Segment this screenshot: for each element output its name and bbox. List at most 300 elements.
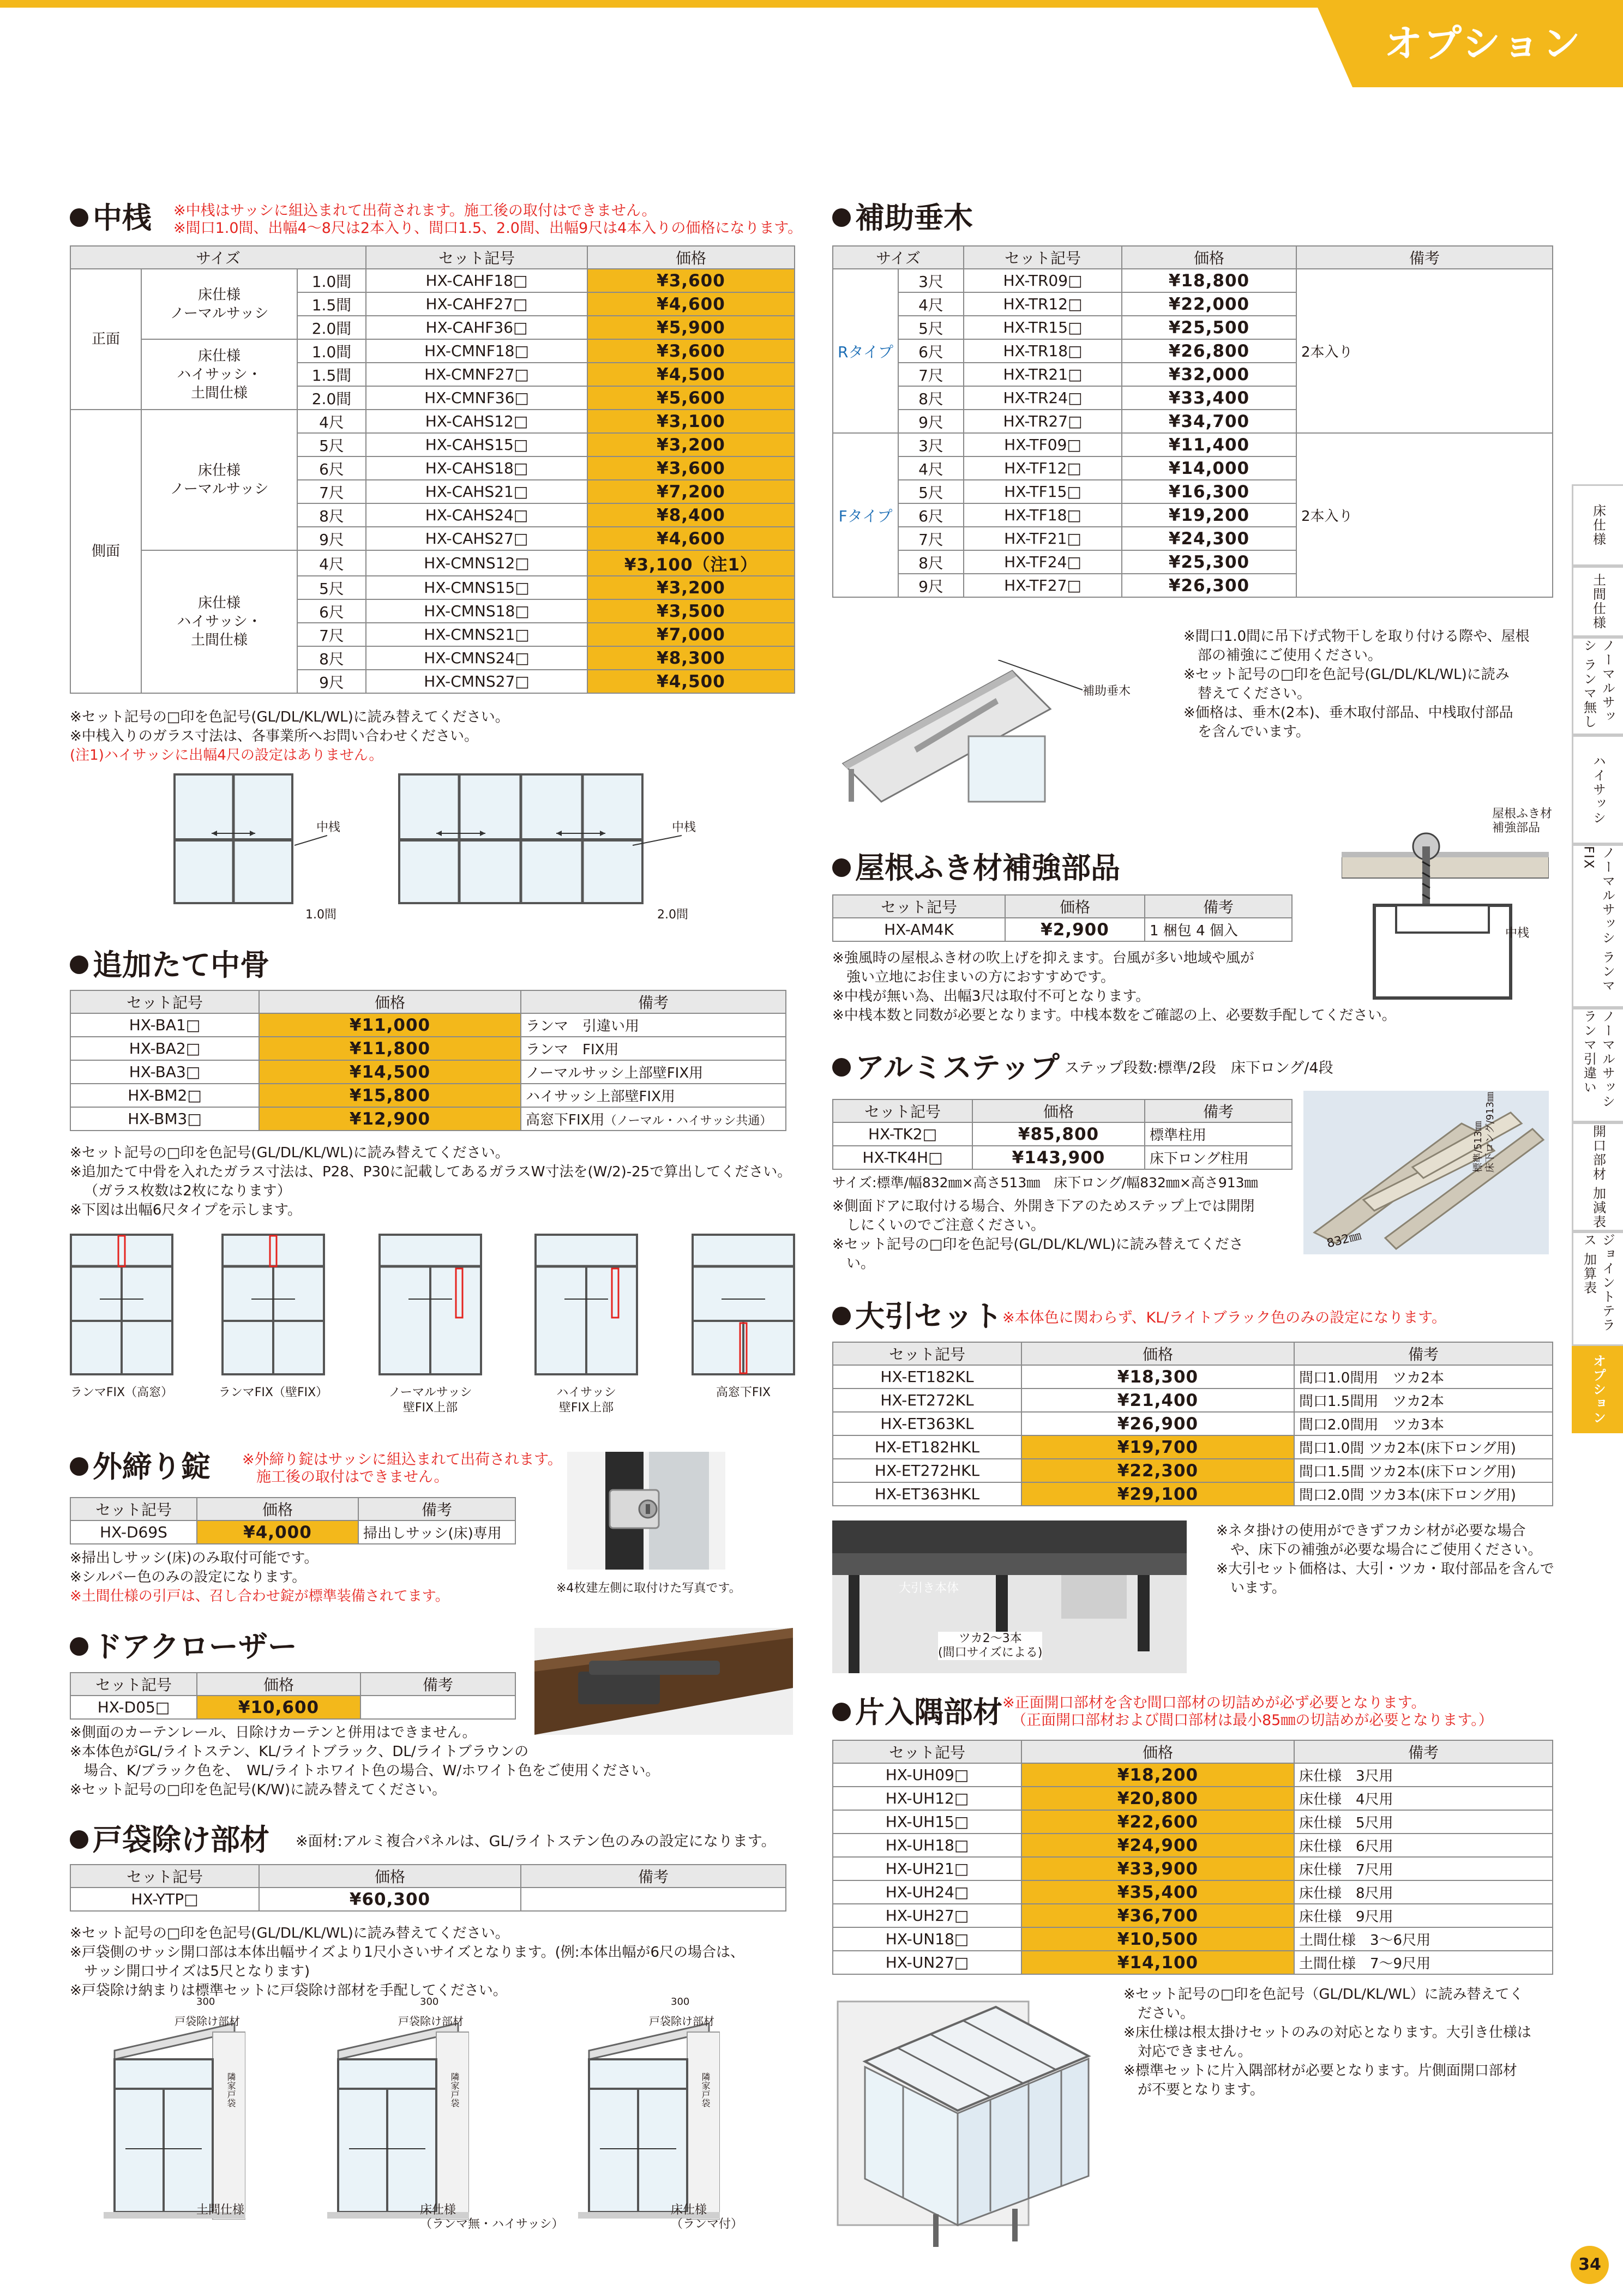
obiki-title: 大引セット	[832, 1300, 1002, 1333]
table-row	[70, 1520, 515, 1544]
col-header-code: セット記号	[70, 990, 259, 1013]
price-cell	[587, 527, 795, 550]
code-cell: HX-TF18□	[964, 503, 1122, 527]
table-row	[833, 1787, 1553, 1810]
code-cell: HX-CMNS15□	[366, 576, 587, 599]
obiki-red-note: ※本体色に関わらず、KL/ライトブラック色のみの設定になります。	[1002, 1309, 1446, 1326]
price-cell	[587, 292, 795, 316]
table-row	[70, 1107, 786, 1131]
col-header-price: 価格	[259, 990, 521, 1013]
note-line: を含んでいます。	[1198, 724, 1310, 740]
side-tab-label: ノーマルサッシ ランマ無し	[1581, 639, 1615, 729]
sotojime-red-note-2: 施工後の取付はできません。	[256, 1469, 449, 1486]
code-cell: HX-TF12□	[964, 456, 1122, 480]
tobukuro-table	[70, 1864, 786, 1912]
alumi-step-photo	[1303, 1091, 1549, 1254]
remark-cell: 間口1.5間 ツカ2本(床下ロング用)	[1294, 1459, 1553, 1482]
price-cell: ¥15,800	[259, 1084, 521, 1107]
side-tab-0	[1572, 484, 1623, 566]
katairi-title: 片入隅部材	[832, 1696, 1002, 1729]
katairi-red-note-1: ※正面開口部材を含む間口部材の切詰めが必ず必要となります。	[1002, 1694, 1426, 1711]
note-line: ※中桟本数と同数が必要となります。中桟本数をご確認の上、必要数手配してください。	[832, 1007, 1396, 1024]
bullet-icon	[70, 208, 88, 227]
price-cell	[587, 576, 795, 599]
side-tab-label: 開口部材 加減表	[1590, 1125, 1606, 1229]
price-cell: ¥22,600	[1021, 1810, 1294, 1834]
yane-figure-label-2: 中桟	[1505, 927, 1530, 940]
taruki-figure	[832, 627, 1056, 807]
code-cell: HX-CMNS24□	[366, 646, 587, 670]
col-header-code: セット記号	[366, 246, 587, 269]
price-cell: ¥60,300	[259, 1888, 521, 1911]
size-cell: 9尺	[297, 527, 366, 550]
price-cell: ¥29,100	[1021, 1482, 1294, 1506]
code-cell: HX-BA2□	[70, 1037, 259, 1060]
remark-small: （ノーマル・ハイサッシ共通）	[604, 1114, 772, 1128]
alumi-step-side-note: ステップ段数:標準/2段 床下ロング/4段	[1065, 1060, 1333, 1077]
size-cell: 5尺	[898, 480, 964, 503]
price-cell: ¥26,300	[1122, 574, 1296, 597]
code-cell: HX-CMNF27□	[366, 363, 587, 386]
remark-cell	[521, 1084, 786, 1107]
obiki-photo-label-2: ツカ2～3本 (間口サイズによる)	[938, 1632, 1043, 1660]
col-header-price: 価格	[197, 1498, 358, 1520]
tobukuro-figure-label-0: 戸袋除け部材	[175, 2015, 240, 2028]
code-cell: HX-UN27□	[833, 1951, 1021, 1974]
col-header-code: セット記号	[70, 1673, 197, 1696]
col-header-remark: 備考	[1145, 895, 1292, 918]
sotojime-red-note-1: ※外締り錠はサッシに組込まれて出荷されます。	[242, 1451, 562, 1468]
nakasan-table	[70, 245, 795, 694]
col-header-price: 価格	[1122, 246, 1296, 269]
tsuika-figure-0	[70, 1234, 173, 1375]
table-row	[833, 918, 1292, 941]
alumi-step-notes	[832, 1197, 1255, 1273]
code-cell: HX-CAHS12□	[366, 410, 587, 433]
tsuika-figure-caption-4: 高窓下FIX	[716, 1386, 771, 1399]
tobukuro-title: 戸袋除け部材	[70, 1824, 269, 1856]
remark-cell	[521, 1060, 786, 1084]
col-header-remark: 備考	[1294, 1740, 1553, 1763]
code-cell: HX-ET272HKL	[833, 1459, 1021, 1482]
price-value: ¥3,500	[657, 601, 725, 621]
col-header-size: サイズ	[70, 246, 366, 269]
nakasan-red-note-1: ※中桟はサッシに組込まれて出荷されます。施工後の取付はできません。	[173, 202, 657, 219]
table-row	[833, 269, 1553, 292]
spec-cell: 床仕様 ノーマルサッシ	[141, 269, 297, 339]
table-row	[70, 410, 795, 433]
code-cell: HX-CAHS27□	[366, 527, 587, 550]
price-cell: ¥22,000	[1122, 292, 1296, 316]
side-tab-label: ハイサッシ	[1590, 754, 1606, 825]
size-cell: 8尺	[297, 646, 366, 670]
price-cell: ¥19,200	[1122, 503, 1296, 527]
price-value: ¥3,600	[657, 271, 725, 291]
page-title: オプション	[1384, 21, 1583, 66]
leader-line	[998, 660, 1085, 693]
table-row	[70, 1888, 786, 1911]
code-cell: HX-CMNS27□	[366, 670, 587, 693]
price-value: ¥8,400	[657, 505, 725, 525]
type-cell: Rタイプ	[833, 269, 898, 433]
price-cell: ¥16,300	[1122, 480, 1296, 503]
price-value: ¥3,600	[657, 341, 725, 361]
price-cell: ¥24,900	[1021, 1834, 1294, 1857]
price-value: ¥3,600	[657, 458, 725, 478]
tobukuro-figure-2	[578, 2012, 720, 2220]
note-line: や、床下の補強が必要な場合にご使用ください。	[1230, 1542, 1542, 1558]
note-line: ※価格は、垂木(2本)、垂木取付部品、中桟取付部品	[1183, 705, 1513, 721]
bullet-icon	[70, 1637, 88, 1656]
remark-cell: 土間仕様 7～9尺用	[1294, 1951, 1553, 1974]
side-tab-label: ノーマルサッシ ランマFIX	[1581, 846, 1615, 993]
side-tab-6	[1572, 1122, 1623, 1231]
price-cell	[587, 456, 795, 480]
bullet-icon	[832, 1703, 851, 1721]
note-line: 部の補強にご使用ください。	[1198, 647, 1382, 664]
code-cell: HX-UN18□	[833, 1927, 1021, 1951]
size-cell: 1.5間	[297, 363, 366, 386]
note-line: ※間口1.0間に吊下げ式物干しを取り付ける際や、屋根	[1183, 628, 1530, 645]
size-cell: 4尺	[297, 410, 366, 433]
nakasan-red-note-2: ※間口1.0間、出幅4～8尺は2本入り、間口1.5、2.0間、出幅9尺は4本入りの価格になります。	[173, 220, 803, 237]
col-header-price: 価格	[259, 1865, 521, 1888]
table-row	[70, 1696, 515, 1719]
code-cell: HX-CAHF36□	[366, 316, 587, 339]
code-cell: HX-CMNS12□	[366, 550, 587, 576]
spec-cell: 床仕様 ハイサッシ・ 土間仕様	[141, 339, 297, 410]
code-cell: HX-TR18□	[964, 339, 1122, 363]
price-value: ¥3,100	[657, 411, 725, 431]
price-cell: ¥24,300	[1122, 527, 1296, 550]
code-cell: HX-BM3□	[70, 1107, 259, 1131]
note-line: ※戸袋除け納まりは標準セットに戸袋除け部材を手配してください。	[70, 1982, 507, 1999]
col-header-price: 価格	[197, 1673, 360, 1696]
spec-cell: 床仕様 ノーマルサッシ	[141, 410, 297, 550]
price-cell: ¥11,400	[1122, 433, 1296, 456]
obiki-photo-label-1: 大引き本体	[899, 1582, 959, 1595]
price-cell: ¥85,800	[972, 1122, 1145, 1146]
size-cell: 7尺	[297, 623, 366, 646]
code-cell: HX-YTP□	[70, 1888, 259, 1911]
tsuika-figure-1	[221, 1234, 325, 1375]
code-cell: HX-TK4H□	[833, 1146, 972, 1169]
tsuika-table	[70, 990, 786, 1131]
code-cell: HX-CMNS18□	[366, 599, 587, 623]
table-row	[833, 1927, 1553, 1951]
nakasan-figure-caption-2: 2.0間	[657, 908, 688, 922]
note-line: ※セット記号の□印を色記号(GL/DL/KL/WL)に読み替えてください。	[70, 1925, 509, 1942]
note-line: ※セット記号の□印を色記号(GL/DL/KL/WL)に読み替えてください。	[70, 1145, 509, 1161]
table-row	[833, 433, 1553, 456]
note-line: ※側面ドアに取付ける場合、外開き下アのためステップ上では開閉	[832, 1198, 1255, 1215]
size-cell: 9尺	[898, 574, 964, 597]
table-row	[70, 1060, 786, 1084]
code-cell: HX-UH21□	[833, 1857, 1021, 1880]
code-cell: HX-UH27□	[833, 1904, 1021, 1927]
side-tab-5	[1572, 1008, 1623, 1122]
code-cell: HX-UH12□	[833, 1787, 1021, 1810]
price-cell: ¥26,900	[1021, 1412, 1294, 1435]
position-cell: 側面	[70, 410, 141, 693]
price-cell: ¥22,300	[1021, 1459, 1294, 1482]
note-line: （ガラス枚数は2枚になります）	[84, 1183, 291, 1199]
col-header-remark: 備考	[1294, 1342, 1553, 1365]
bullet-icon	[832, 1307, 851, 1325]
code-cell: HX-D05□	[70, 1696, 197, 1719]
price-cell: ¥18,200	[1021, 1763, 1294, 1787]
remark-cell: 1 梱包 4 個入	[1145, 918, 1292, 941]
page-number: 34	[1571, 2246, 1609, 2284]
code-cell: HX-ET182HKL	[833, 1435, 1021, 1459]
footnote-red: ※土間仕様の引戸は、召し合わせ錠が標準装備されてます。	[70, 1588, 449, 1604]
code-cell: HX-TR15□	[964, 316, 1122, 339]
code-cell: HX-CAHS21□	[366, 480, 587, 503]
price-cell	[587, 670, 795, 693]
nakasan-title: 中桟	[70, 202, 152, 235]
size-cell: 4尺	[898, 292, 964, 316]
remark-cell: 床仕様 9尺用	[1294, 1904, 1553, 1927]
note-line: ※追加たて中骨を入れたガラス寸法は、P28、P30に記載してあるガラスW寸法を(W/2)-25で算出してください。	[70, 1164, 792, 1180]
tobukuro-figure-caption-1: 床仕様 （ランマ無・ハイサッシ）	[420, 2203, 564, 2231]
bullet-icon	[70, 1830, 88, 1849]
code-cell: HX-UH18□	[833, 1834, 1021, 1857]
door-closer-title: ドアクローザー	[70, 1631, 297, 1663]
remark-cell: 床仕様 3尺用	[1294, 1763, 1553, 1787]
door-closer-photo	[534, 1628, 793, 1735]
price-cell	[587, 503, 795, 527]
price-cell: ¥12,900	[259, 1107, 521, 1131]
tobukuro-figure-1	[327, 2012, 469, 2220]
table-row	[833, 1459, 1553, 1482]
note-line: ※セット記号の□印を色記号（GL/DL/KL/WL）に読み替えてく	[1123, 1986, 1524, 2003]
price-cell: ¥4,000	[197, 1520, 358, 1544]
note-line: ※セット記号の□印を色記号(K/W)に読み替えてください。	[70, 1782, 447, 1798]
price-value: ¥4,600	[657, 528, 725, 549]
table-row	[70, 550, 795, 576]
table-row	[833, 1435, 1553, 1459]
code-cell: HX-CAHS15□	[366, 433, 587, 456]
table-row	[70, 269, 795, 292]
side-tab-label: オプション	[1590, 1354, 1606, 1425]
header-tab	[1282, 0, 1623, 87]
tobukuro-figure-dim-2: 300	[671, 1996, 690, 2008]
note-line: サッシ開口サイズは5尺となります)	[84, 1963, 310, 1980]
code-cell: HX-TF15□	[964, 480, 1122, 503]
price-cell: ¥14,000	[1122, 456, 1296, 480]
tobukuro-figure-caption-2: 床仕様 （ランマ付）	[671, 2203, 743, 2231]
size-cell: 7尺	[898, 363, 964, 386]
size-cell: 8尺	[898, 550, 964, 574]
code-cell: HX-BM2□	[70, 1084, 259, 1107]
tsuika-figure-caption-0: ランマFIX（高窓）	[70, 1386, 173, 1399]
table-row	[833, 1412, 1553, 1435]
remark-text: ハイサッシ上部壁FIX用	[526, 1089, 675, 1105]
alumi-step-size-note: サイズ:標準/幅832㎜×高さ513㎜ 床下ロング/幅832㎜×高さ913㎜	[832, 1175, 1258, 1191]
yane-table	[832, 894, 1293, 942]
nakasan-figure-label-1: 中桟	[316, 821, 341, 834]
size-cell: 2.0間	[297, 386, 366, 410]
price-cell: ¥32,000	[1122, 363, 1296, 386]
code-cell: HX-TF09□	[964, 433, 1122, 456]
bullet-icon	[832, 208, 851, 227]
side-tab-label: ノーマルサッシ ランマ引違い	[1581, 1009, 1615, 1109]
col-header-code: セット記号	[70, 1865, 259, 1888]
door-closer-table	[70, 1672, 516, 1720]
remark-cell: 床仕様 8尺用	[1294, 1880, 1553, 1904]
type-cell: Fタイプ	[833, 433, 898, 597]
code-cell: HX-ET272KL	[833, 1389, 1021, 1412]
price-cell	[587, 480, 795, 503]
size-cell: 5尺	[297, 433, 366, 456]
nakasan-notes	[70, 708, 509, 765]
price-cell	[587, 363, 795, 386]
table-row	[70, 1037, 786, 1060]
tobukuro-figure-label-2: 戸袋除け部材	[649, 2015, 714, 2028]
note-line: ※強風時の屋根ふき材の吹上げを抑えます。台風が多い地域や風が	[832, 950, 1254, 966]
lock-photo	[567, 1452, 725, 1570]
price-value: ¥8,300	[657, 648, 725, 668]
note-line: ※下図は出幅6尺タイプを示します。	[70, 1202, 302, 1218]
remark-cell: 床仕様 5尺用	[1294, 1810, 1553, 1834]
note-line: ※戸袋側のサッシ開口部は本体出幅サイズより1尺小さいサイズとなります。(例:本体出幅が6尺の場合は、	[70, 1944, 745, 1961]
price-cell: ¥25,300	[1122, 550, 1296, 574]
side-tab-1	[1572, 566, 1623, 637]
yane-title: 屋根ふき材補強部品	[832, 852, 1120, 885]
tsuika-figure-4	[692, 1234, 795, 1375]
code-cell: HX-TR21□	[964, 363, 1122, 386]
tsuika-title: 追加たて中骨	[70, 949, 269, 982]
side-tab-2	[1572, 637, 1623, 735]
note-line: 場合、K/ブラック色を、 WL/ライトホワイト色の場合、W/ホワイト色をご使用ください。	[84, 1763, 660, 1779]
lock-photo-note: ※4枚建左側に取付けた写真です。	[556, 1582, 741, 1595]
katairi-red-note-2: （正面開口部材および間口部材は最小85㎜の切詰めが必要となります。）	[1012, 1712, 1493, 1729]
col-header-remark: 備考	[521, 1865, 786, 1888]
table-row	[833, 1904, 1553, 1927]
size-cell: 3尺	[898, 269, 964, 292]
code-cell: HX-CMNS21□	[366, 623, 587, 646]
table-row	[833, 1482, 1553, 1506]
size-cell: 1.0間	[297, 269, 366, 292]
price-cell: ¥10,600	[197, 1696, 360, 1719]
table-row	[70, 339, 795, 363]
price-cell: ¥19,700	[1021, 1435, 1294, 1459]
size-cell: 6尺	[898, 503, 964, 527]
table-row	[70, 1013, 786, 1037]
table-row	[833, 1810, 1553, 1834]
tobukuro-figure-0	[104, 2012, 245, 2220]
price-cell: ¥14,100	[1021, 1951, 1294, 1974]
col-header-price: 価格	[1005, 895, 1145, 918]
price-cell: ¥33,400	[1122, 386, 1296, 410]
side-tab-3	[1572, 735, 1623, 844]
tsuika-figure-caption-1: ランマFIX（壁FIX）	[218, 1386, 328, 1399]
price-cell: ¥143,900	[972, 1146, 1145, 1169]
col-header-remark: 備考	[1296, 246, 1553, 269]
size-cell: 5尺	[898, 316, 964, 339]
remark-cell: 床下ロング柱用	[1145, 1146, 1292, 1169]
alumi-step-dim-w: 832㎜	[1325, 1229, 1363, 1251]
price-cell	[587, 339, 795, 363]
remark-cell: 間口1.0間 ツカ2本(床下ロング用)	[1294, 1435, 1553, 1459]
note-line: が不要となります。	[1138, 2082, 1264, 2098]
tobukuro-figure-dim-1: 300	[420, 1996, 439, 2008]
bullet-icon	[832, 858, 851, 877]
remark-text: 高窓下FIX用	[526, 1112, 605, 1128]
note-line: ※セット記号の□印を色記号(GL/DL/KL/WL)に読み替えてください。	[70, 709, 509, 725]
yane-notes	[832, 949, 1396, 1025]
price-cell	[587, 316, 795, 339]
code-cell: HX-BA3□	[70, 1060, 259, 1084]
side-tab-7	[1572, 1231, 1623, 1346]
code-cell: HX-TR12□	[964, 292, 1122, 316]
col-header-code: セット記号	[70, 1498, 197, 1520]
size-cell: 4尺	[898, 456, 964, 480]
code-cell: HX-TF21□	[964, 527, 1122, 550]
note-line: ※標準セットに片入隅部材が必要となります。片側面開口部材	[1123, 2063, 1517, 2079]
price-cell	[587, 599, 795, 623]
code-cell: HX-AM4K	[833, 918, 1005, 941]
tobukuro-figure-caption-0: 土間仕様	[196, 2203, 245, 2217]
side-tab-label: ジョイントテラス 加算表	[1581, 1233, 1615, 1332]
remark-cell: 床仕様 7尺用	[1294, 1857, 1553, 1880]
price-value: ¥5,600	[657, 388, 725, 408]
price-cell	[587, 269, 795, 292]
size-cell: 6尺	[297, 456, 366, 480]
remark-cell	[521, 1013, 786, 1037]
remark-cell	[521, 1107, 786, 1131]
remark-cell: 間口1.0間用 ツカ2本	[1294, 1365, 1553, 1389]
remark-cell: 間口2.0間 ツカ3本(床下ロング用)	[1294, 1482, 1553, 1506]
table-row	[833, 1951, 1553, 1974]
price-cell: ¥11,000	[259, 1013, 521, 1037]
size-cell: 7尺	[898, 527, 964, 550]
code-cell: HX-CAHF18□	[366, 269, 587, 292]
note-line: 強い立地にお住まいの方におすすめです。	[846, 969, 1115, 985]
size-cell: 9尺	[898, 410, 964, 433]
tsuika-figure-caption-3: ハイサッシ 壁FIX上部	[556, 1386, 616, 1415]
yane-figure-label-1: 屋根ふき材 補強部品	[1492, 807, 1553, 835]
code-cell: HX-UH15□	[833, 1810, 1021, 1834]
size-cell: 6尺	[898, 339, 964, 363]
code-cell: HX-UH09□	[833, 1763, 1021, 1787]
bullet-icon	[832, 1058, 851, 1077]
price-cell	[587, 646, 795, 670]
tobukuro-figure-label-1: 戸袋除け部材	[398, 2015, 464, 2028]
price-cell: ¥21,400	[1021, 1389, 1294, 1412]
obiki-table	[832, 1342, 1553, 1506]
table-row	[833, 1122, 1292, 1146]
note-line: ださい。	[1138, 2005, 1195, 2022]
note-line: しにくいのでご注意ください。	[846, 1217, 1045, 1234]
nakasan-figure-1	[173, 773, 293, 904]
note-line: ※本体色がGL/ライトステン、KL/ライトブラック、DL/ライトブラウンの	[70, 1744, 529, 1760]
code-cell: HX-BA1□	[70, 1013, 259, 1037]
size-cell: 5尺	[297, 576, 366, 599]
alumi-step-table	[832, 1099, 1293, 1170]
col-header-price: 価格	[1021, 1740, 1294, 1763]
sotojime-table	[70, 1497, 516, 1544]
size-cell: 1.0間	[297, 339, 366, 363]
leader-line	[633, 834, 682, 851]
tobukuro-figure-side-1: 隣家戸袋	[449, 2072, 460, 2107]
table-row	[70, 1084, 786, 1107]
side-tab-4	[1572, 844, 1623, 1008]
price-value: ¥7,200	[657, 482, 725, 502]
table-row	[833, 1880, 1553, 1904]
table-row	[833, 1146, 1292, 1169]
code-cell: HX-ET363KL	[833, 1412, 1021, 1435]
